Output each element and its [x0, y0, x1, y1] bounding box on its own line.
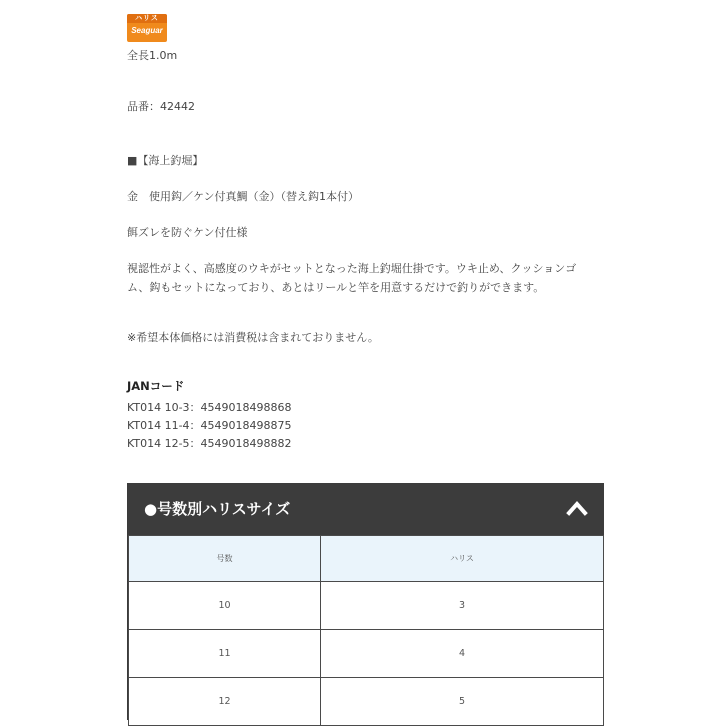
tax-note: ※希望本体価格には消費税は含まれておりません。 [127, 331, 379, 344]
hook-text: 金 使用鈎／ケン付真鯛（金）（替え鈎1本付） [127, 190, 359, 203]
size-table [128, 535, 604, 726]
size-table-title: ●号数別ハリスサイズ [144, 500, 291, 518]
table-cell: 5 [321, 678, 604, 726]
table-cell: 4 [321, 630, 604, 678]
description-line-1: 視認性がよく、高感度のウキがセットとなった海上釣堀仕掛です。ウキ止め、クッションゴ [127, 262, 577, 275]
table-cell: 3 [321, 582, 604, 630]
jan-code-line: KT014 11-4：4549018498875 [127, 419, 292, 432]
chevron-up-icon[interactable] [566, 499, 588, 517]
table-cell: 12 [129, 678, 321, 726]
size-table-panel [127, 483, 603, 720]
category-heading: ■【海上釣堀】 [127, 154, 204, 167]
description-line-2: ム、鈎もセットになっており、あとはリールと竿を用意するだけで釣りができます。 [127, 281, 545, 294]
table-row [129, 678, 604, 726]
table-row [129, 630, 604, 678]
jan-code-line: KT014 10-3：4549018498868 [127, 401, 292, 414]
logo-harisu-label: ハリス [127, 14, 167, 23]
table-row [129, 582, 604, 630]
column-header-harisu: ハリス [321, 536, 604, 582]
jan-code-title: JANコード [127, 379, 185, 393]
seaguar-logo [127, 14, 167, 42]
size-table-header[interactable] [128, 483, 604, 535]
table-header-row [129, 536, 604, 582]
jan-code-line: KT014 12-5：4549018498882 [127, 437, 292, 450]
product-number-text: 品番：42442 [127, 100, 195, 113]
table-cell: 11 [129, 630, 321, 678]
table-cell: 10 [129, 582, 321, 630]
column-header-number: 号数 [129, 536, 321, 582]
feature-text: 餌ズレを防ぐケン付仕様 [127, 226, 248, 239]
length-text: 全長1.0m [127, 49, 178, 62]
logo-brand-label: Seaguar [131, 26, 163, 35]
